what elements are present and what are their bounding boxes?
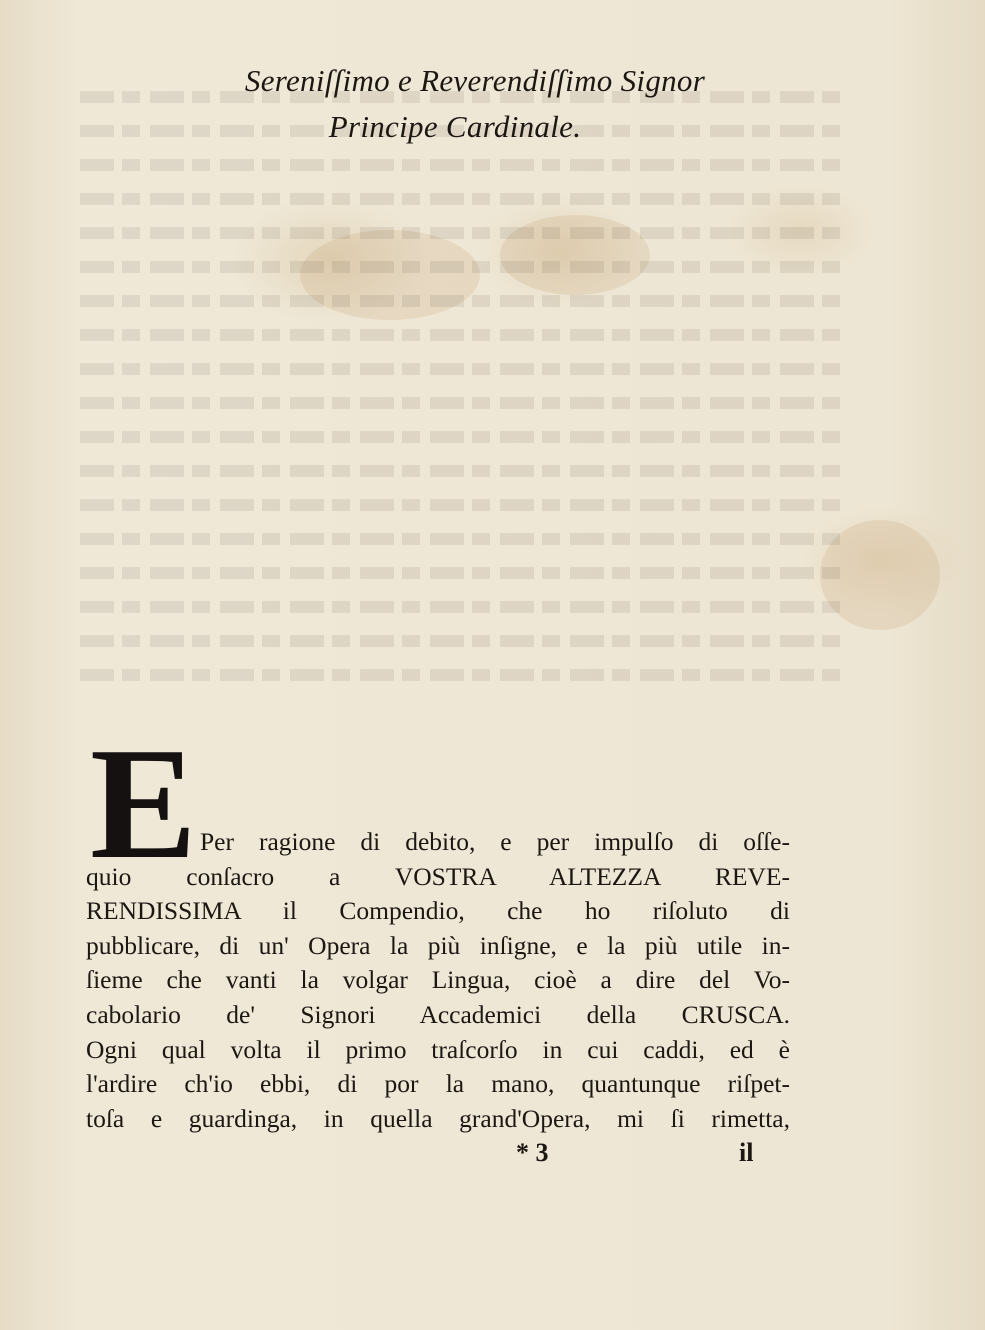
body-line: Ogni qual volta il primo traſcorſo in cui caddi, ed è	[86, 1034, 790, 1064]
water-stain	[820, 520, 940, 630]
body-line: Per ragione di debito, e per impulſo di oſſe-	[200, 827, 790, 856]
water-stain	[500, 215, 650, 295]
body-line: pubblicare, di un' Opera la più inſigne, e la più utile in-	[86, 930, 790, 960]
heading-line-1: Sereniſſimo e Reverendiſſimo Signor	[244, 63, 706, 98]
body-paragraph	[86, 825, 790, 1136]
body-line: toſa e guardinga, in quella grand'Opera, mi ſi rimetta,	[86, 1103, 790, 1133]
body-line: RENDISSIMA il Compendio, che ho riſoluto di	[86, 896, 790, 926]
dedication-heading	[100, 58, 810, 150]
catchword: il	[739, 1138, 754, 1167]
show-through-text	[70, 80, 840, 700]
signature-mark: * 3	[516, 1138, 549, 1167]
body-line: ſieme che vanti la volgar Lingua, cioè a dire del Vo-	[86, 965, 790, 995]
body-line: l'ardire ch'io ebbi, di por la mano, quantunque riſpet-	[86, 1069, 790, 1099]
water-stain	[300, 230, 480, 320]
heading-line-2: Principe Cardinale.	[328, 109, 582, 144]
body-line: quio conſacro a VOSTRA ALTEZZA REVE-	[86, 861, 790, 891]
body-line: cabolario de' Signori Accademici della CRUSCA.	[86, 999, 790, 1029]
drop-cap: E	[90, 714, 195, 892]
